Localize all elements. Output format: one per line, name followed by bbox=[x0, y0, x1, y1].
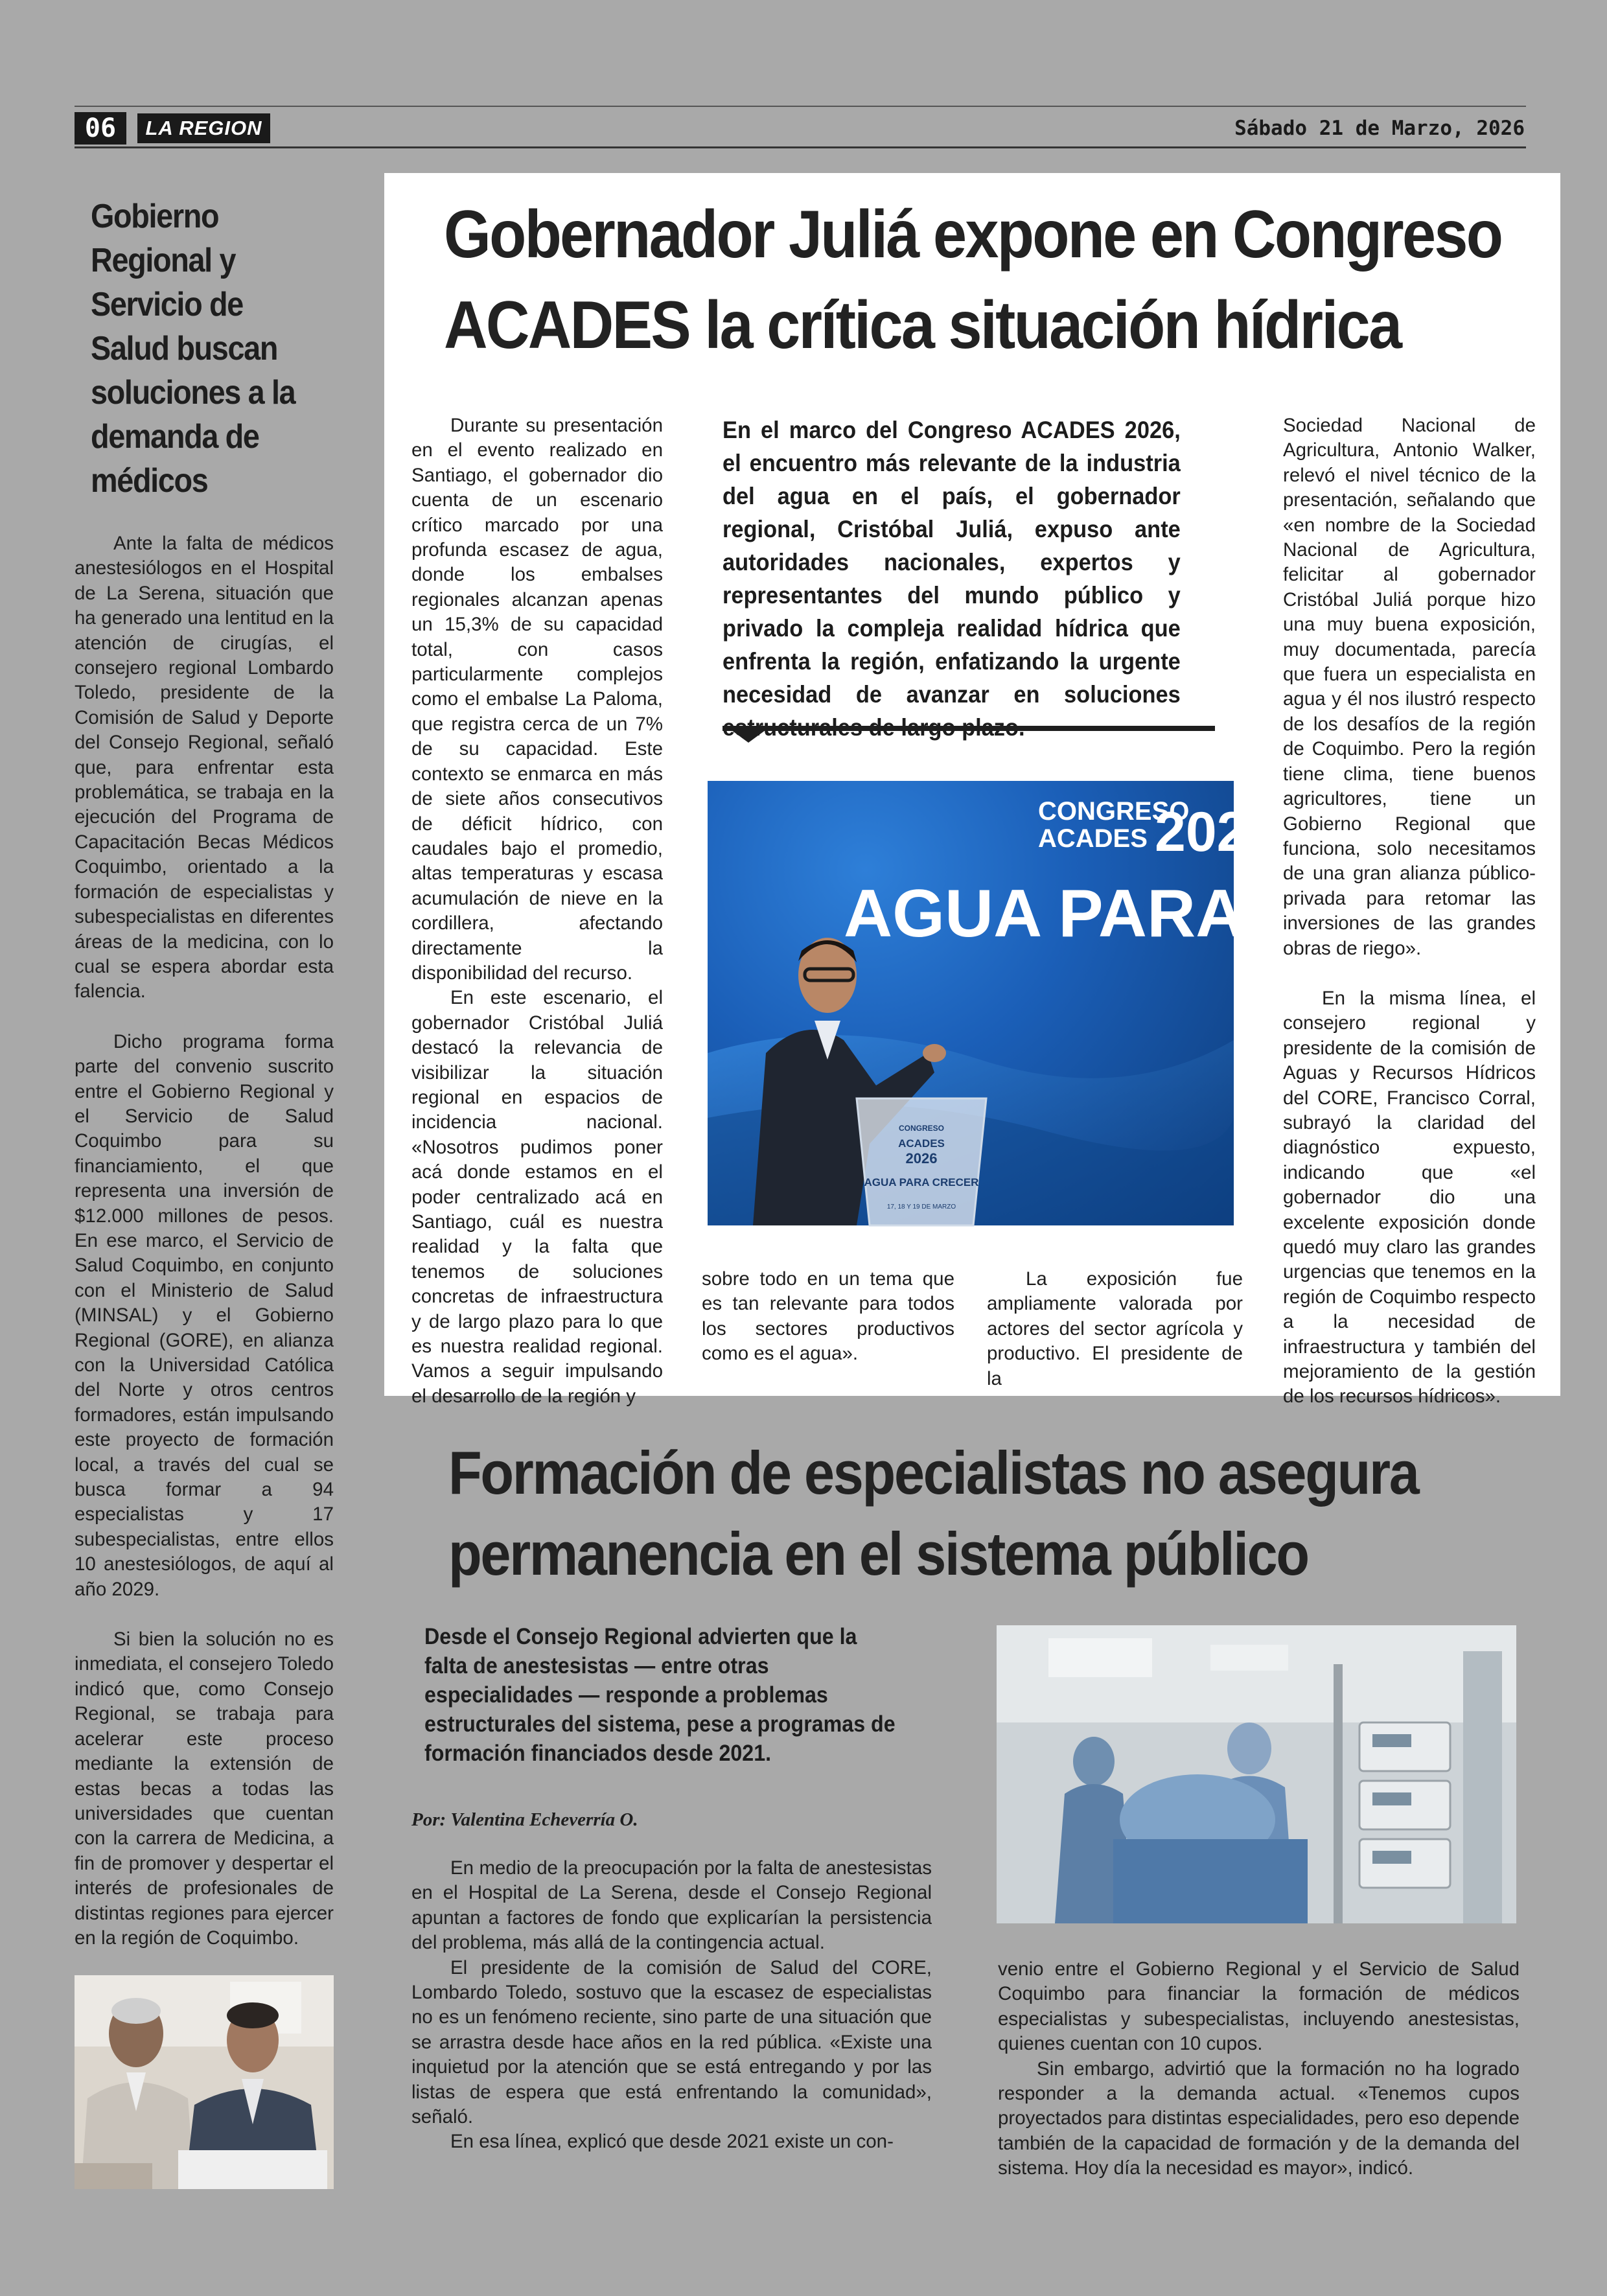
author-byline: Por: Valentina Echeverría O. bbox=[411, 1809, 638, 1830]
page-number: 06 bbox=[75, 112, 126, 145]
second-article-title bbox=[448, 1432, 1440, 1594]
second-paragraph: venio entre el Gobierno Regional y el Servicio de Salud Coquimbo para financiar la formación de médicos especialistas y subespecialistas, incluyendo anestesistas, quienes cuentan con 10 cupos. bbox=[998, 1958, 1520, 2055]
podium-year: 2026 bbox=[905, 1150, 938, 1166]
second-paragraph: En medio de la preocupación por la falta de anestesistas en el Hospital de La Serena, desde el Consejo Regional apuntan a factores de fondo que explicarían la persistencia del problema, más allá de la contingencia actual. bbox=[411, 1857, 932, 1954]
second-paragraph: Sin embargo, advirtió que la formación no ha logrado responder a la demanda actual. «Tenemos cupos proyectados para distintas especialidades, pero eso depende también de la capacidad de formación y de la demanda del sistema. Hoy día la necesidad es mayor», indicó. bbox=[998, 2058, 1520, 2179]
banner-acades: ACADES bbox=[1038, 824, 1148, 853]
second-article-lead: Desde el Consejo Regional advierten que la falta de anestesistas — entre otras especialidades — responde a problemas estructurales del sistema, pese a programas de formación financiados desde 2021. bbox=[424, 1624, 896, 1766]
issue-date: Sábado 21 de Marzo, 2026 bbox=[1234, 117, 1525, 140]
second-title-line-1: Formación de especialistas no asegura bbox=[448, 1439, 1418, 1507]
chevron-down-icon bbox=[729, 728, 768, 743]
podium-congreso: CONGRESO bbox=[898, 1124, 945, 1133]
main-paragraph: Durante su presentación en el evento realizado en Santiago, el gobernador dio cuenta de un escenario crítico marcado por una profunda escasez de agua, donde los embalses regionales alcanzan apenas un 15,3% de su capacidad total, con casos particularmente complejos como el embalse La Paloma, que registra cerca de un 7% de su capacidad. Este contexto se enmarca en más de siete años consecutivos de déficit hídrico, con caudales bajo el promedio, altas temperaturas y escasa acumulación de nieve en la cordillera, afectando directamente la disponibilidad del recurso. bbox=[411, 415, 663, 984]
sidebar-article-body bbox=[75, 531, 334, 1951]
main-paragraph: En este escenario, el gobernador Cristóbal Juliá destacó la relevancia de visibilizar la situación regional en espacios de incidencia nacional. «Nosotros pudimos poner acá donde estamos en el poder centralizado acá en Santiago, cuál es nuestra realidad y la falta que tenemos de soluciones concretas de infraestructura y de largo plazo para lo que es nuestra realidad regional. Vamos a seguir impulsando el desarrollo de la región y bbox=[411, 987, 663, 1407]
main-article-column-1 bbox=[411, 413, 663, 1409]
main-title-line-1: Gobernador Juliá expone en Congreso bbox=[444, 197, 1502, 272]
sidebar-paragraph: Ante la falta de médicos anestesiólogos en el Hospital de La Serena, situación que ha generado una lentitud en la atención de cirugías, el consejero regional Lombardo Toledo, presidente de la Comisión de Salud y Deporte del Consejo Regional, señaló que, para enfrentar esta problemática, se trabaja en la ejecución del Programa de Capacitación Becas Médicos Coquimbo, orientado a la formación de especialistas y subespecialistas en diferentes áreas de la medicina, con lo cual se espera abordar esta falencia. bbox=[75, 533, 334, 1003]
main-title-line-2: ACADES la crítica situación hídrica bbox=[444, 288, 1401, 363]
main-paragraph: La exposición fue ampliamente valorada por actores del sector agrícola y productivo. El presidente de la bbox=[987, 1268, 1243, 1389]
second-title-line-2: permanencia en el sistema público bbox=[448, 1520, 1308, 1588]
banner-congreso: CONGRESO bbox=[1038, 797, 1190, 826]
main-article-lead: En el marco del Congreso ACADES 2026, el encuentro más relevante de la industria del agua en el país, el gobernador regional, Cristóbal Juliá, expuso ante autoridades nacionales, expertos y representantes del mundo público y privado la compleja realidad hídrica que enfrenta la región, enfatizando la urgente necesidad de avanzar en soluciones bbox=[723, 417, 1181, 708]
main-paragraph: Sociedad Nacional de Agricultura, Antonio Walker, relevó el nivel técnico de la presentación, señalando que «en nombre de la Sociedad Nacional de Agricultura, felicitar al gobernador Cristóbal Juliá porque hizo una muy buena exposición, muy documentada, parecía que fuera un especialista en agua y él nos ilustró respecto de los desafíos de la región de Coquimbo. Pero la región tiene clima, tiene buenos agricultores, tiene un Gobierno Regional que funciona, solo necesitamos de una gran alianza público-privada para retomar las inversiones de las grandes obras de riego». bbox=[1283, 415, 1536, 959]
governor-speech-photo bbox=[708, 781, 1279, 1225]
header-top-rule bbox=[75, 106, 1526, 107]
header-bottom-rule bbox=[75, 146, 1526, 148]
operating-room-photo bbox=[997, 1625, 1516, 1923]
podium-acades: ACADES bbox=[898, 1137, 945, 1150]
governor-speech-illustration bbox=[708, 781, 1279, 1225]
main-paragraph: sobre todo en un tema que es tan relevante para todos los sectores productivos como es el agua». bbox=[702, 1268, 954, 1365]
main-article-column-4 bbox=[1283, 413, 1536, 1409]
second-paragraph: El presidente de la comisión de Salud del CORE, Lombardo Toledo, sostuvo que la escasez de especialistas no es un fenómeno reciente, sino parte de una situación que se arrastra desde hace años en la red pública. «Existe una inquietud por la atención que se está entregando y por las listas de espera que está enfrentando la comunidad», señaló. bbox=[411, 1956, 932, 2128]
podium-slogan: AGUA PARA CRECER bbox=[864, 1176, 979, 1189]
sidebar-article-title: Gobierno Regional y Servicio de Salud buscan soluciones a la demanda de médicos bbox=[91, 198, 295, 500]
lead-divider-rule bbox=[723, 726, 1215, 731]
main-article-column-2 bbox=[702, 1267, 954, 1367]
second-article-column-1 bbox=[411, 1856, 932, 2155]
second-article-column-2 bbox=[998, 1957, 1520, 2181]
councillors-photo-illustration bbox=[75, 1975, 334, 2189]
masthead-logo: LA REGION bbox=[137, 113, 270, 143]
sidebar-paragraph: Si bien la solución no es inmediata, el consejero Toledo indicó que, como Consejo Regional, se trabaja para acelerar este proceso mediante la extensión de estas becas a todas las universidades que cuentan con la carrera de Medicina, a fin de promover y despertar el interés de profesionales de distintas regiones para ejercer en la región de Coquimbo. bbox=[75, 1629, 334, 1949]
second-paragraph: En esa línea, explicó que desde 2021 existe un con- bbox=[450, 2131, 894, 2153]
sidebar-paragraph: Dicho programa forma parte del convenio suscrito entre el Gobierno Regional y el Servicio de Salud Coquimbo para su financiamiento, el que representa una inversión de $12.000 millones de pesos. En ese marco, el Servicio de Salud Coquimbo, en conjunto con el Ministerio de Salud (MINSAL) y el Gobierno Regional (GORE), en alianza con la Universidad Católica del Norte y otros centros formadores, están impulsando este proyecto de formación local, a través del cual se busca formar a 94 especialistas y 17 subespecialistas, entre ellos 10 anestesiólogos, de aquí al año 2029. bbox=[75, 1030, 334, 1600]
podium-dates: 17, 18 Y 19 DE MARZO bbox=[886, 1203, 956, 1211]
main-paragraph: En la misma línea, el consejero regional y presidente de la comisión de Aguas y Recursos Hídricos del CORE, Francisco Corral, subrayó la claridad del diagnóstico expuesto, indicando que «el gobernador dio una excelente exposición donde quedó muy claro las grandes urgencias que tenemos en la región de Coquimbo respecto a la necesidad de infraestructura y también del mejoramiento de la gestión de los recursos hídricos». bbox=[1283, 987, 1536, 1408]
councillors-photo bbox=[75, 1975, 334, 2189]
main-article-title bbox=[444, 189, 1502, 371]
banner-year: 2026 bbox=[1155, 801, 1279, 863]
banner-slogan: AGUA PARA bbox=[844, 876, 1245, 951]
main-article-column-3 bbox=[987, 1267, 1243, 1391]
operating-room-illustration bbox=[997, 1625, 1516, 1923]
